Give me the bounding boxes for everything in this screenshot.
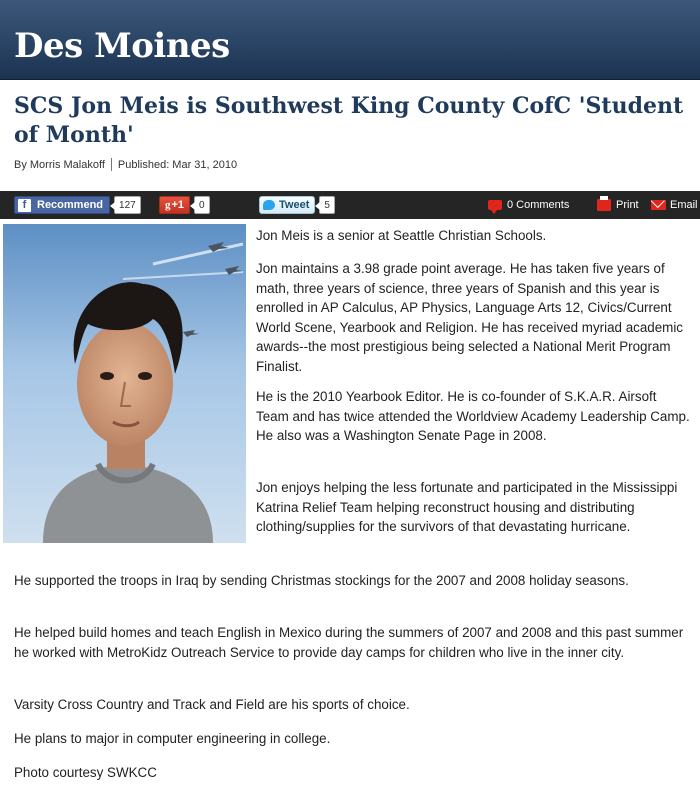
facebook-icon: f bbox=[18, 199, 31, 212]
comments-link[interactable] bbox=[488, 196, 569, 214]
twitter-bird-icon bbox=[263, 200, 275, 210]
gplus-icon: g bbox=[165, 199, 171, 211]
article-paragraph: Varsity Cross Country and Track and Field are his sports of choice. bbox=[14, 697, 410, 712]
comment-icon bbox=[488, 200, 502, 210]
print-label: Print bbox=[616, 199, 639, 211]
photo-credit: Photo courtesy SWKCC bbox=[14, 765, 157, 780]
facebook-recommend-group bbox=[14, 196, 141, 214]
email-icon bbox=[651, 200, 666, 210]
tweet-button[interactable] bbox=[259, 196, 315, 214]
article-headline: SCS Jon Meis is Southwest King County CofC 'Student of Month' bbox=[14, 93, 684, 148]
published-date: Published: Mar 31, 2010 bbox=[117, 158, 238, 171]
student-portrait-icon bbox=[3, 224, 246, 543]
gplus-count: 0 bbox=[194, 196, 210, 214]
article-paragraph: He helped build homes and teach English in Mexico during the summers of 2007 and 2008 and this past summer he worked with MetroKidz Outreach Service to provide day camps for children who live in the inner city. bbox=[14, 625, 684, 660]
email-label: Email bbox=[670, 199, 698, 211]
tweet-group bbox=[259, 196, 335, 214]
tweet-count: 5 bbox=[319, 196, 335, 214]
gplus-button[interactable] bbox=[159, 196, 190, 214]
article-paragraph: He plans to major in computer engineering in college. bbox=[14, 731, 331, 746]
byline bbox=[14, 158, 237, 171]
article-paragraph: He is the 2010 Yearbook Editor. He is co-founder of S.K.A.R. Airsoft Team and has twice attended the Worldview Academy Leadership Camp. He also was a Washington Senate Page in 2008. bbox=[256, 389, 690, 443]
article-paragraph: He supported the troops in Iraq by sending Christmas stockings for the 2007 and 2008 holiday seasons. bbox=[14, 573, 629, 588]
print-link[interactable] bbox=[597, 196, 639, 214]
recommend-count: 127 bbox=[114, 196, 141, 214]
site-masthead bbox=[0, 0, 700, 80]
byline-divider bbox=[111, 158, 112, 171]
gplus-label: +1 bbox=[171, 199, 185, 211]
article-paragraph: Jon enjoys helping the less fortunate and participated in the Mississippi Katrina Relief Team helping reconstruct housing and distributing clothing/supplies for the survivors of that devastating hurricane. bbox=[256, 480, 678, 534]
recommend-label: Recommend bbox=[37, 199, 104, 211]
print-icon bbox=[597, 199, 611, 211]
share-bar bbox=[0, 191, 700, 219]
author-name[interactable]: By Morris Malakoff bbox=[14, 158, 105, 171]
tweet-label: Tweet bbox=[279, 199, 310, 211]
facebook-recommend-button[interactable] bbox=[14, 196, 110, 214]
gplus-group bbox=[159, 196, 210, 214]
comments-label: 0 Comments bbox=[507, 199, 570, 211]
article-paragraph: Jon maintains a 3.98 grade point average. He has taken five years of math, three years of science, three years of Spanish and this year is enrolled in AP Calculus, AP Physics, Language Arts 12, Civics/Current World Scene, Yearbook and Religion. He has received myriad academic awards--the most prestigious being selected a National Merit Program Finalist. bbox=[256, 261, 684, 374]
student-photo bbox=[3, 224, 246, 543]
site-title[interactable]: Des Moines bbox=[14, 26, 230, 66]
email-link[interactable] bbox=[651, 196, 698, 214]
article-paragraph: Jon Meis is a senior at Seattle Christian Schools. bbox=[256, 228, 547, 243]
